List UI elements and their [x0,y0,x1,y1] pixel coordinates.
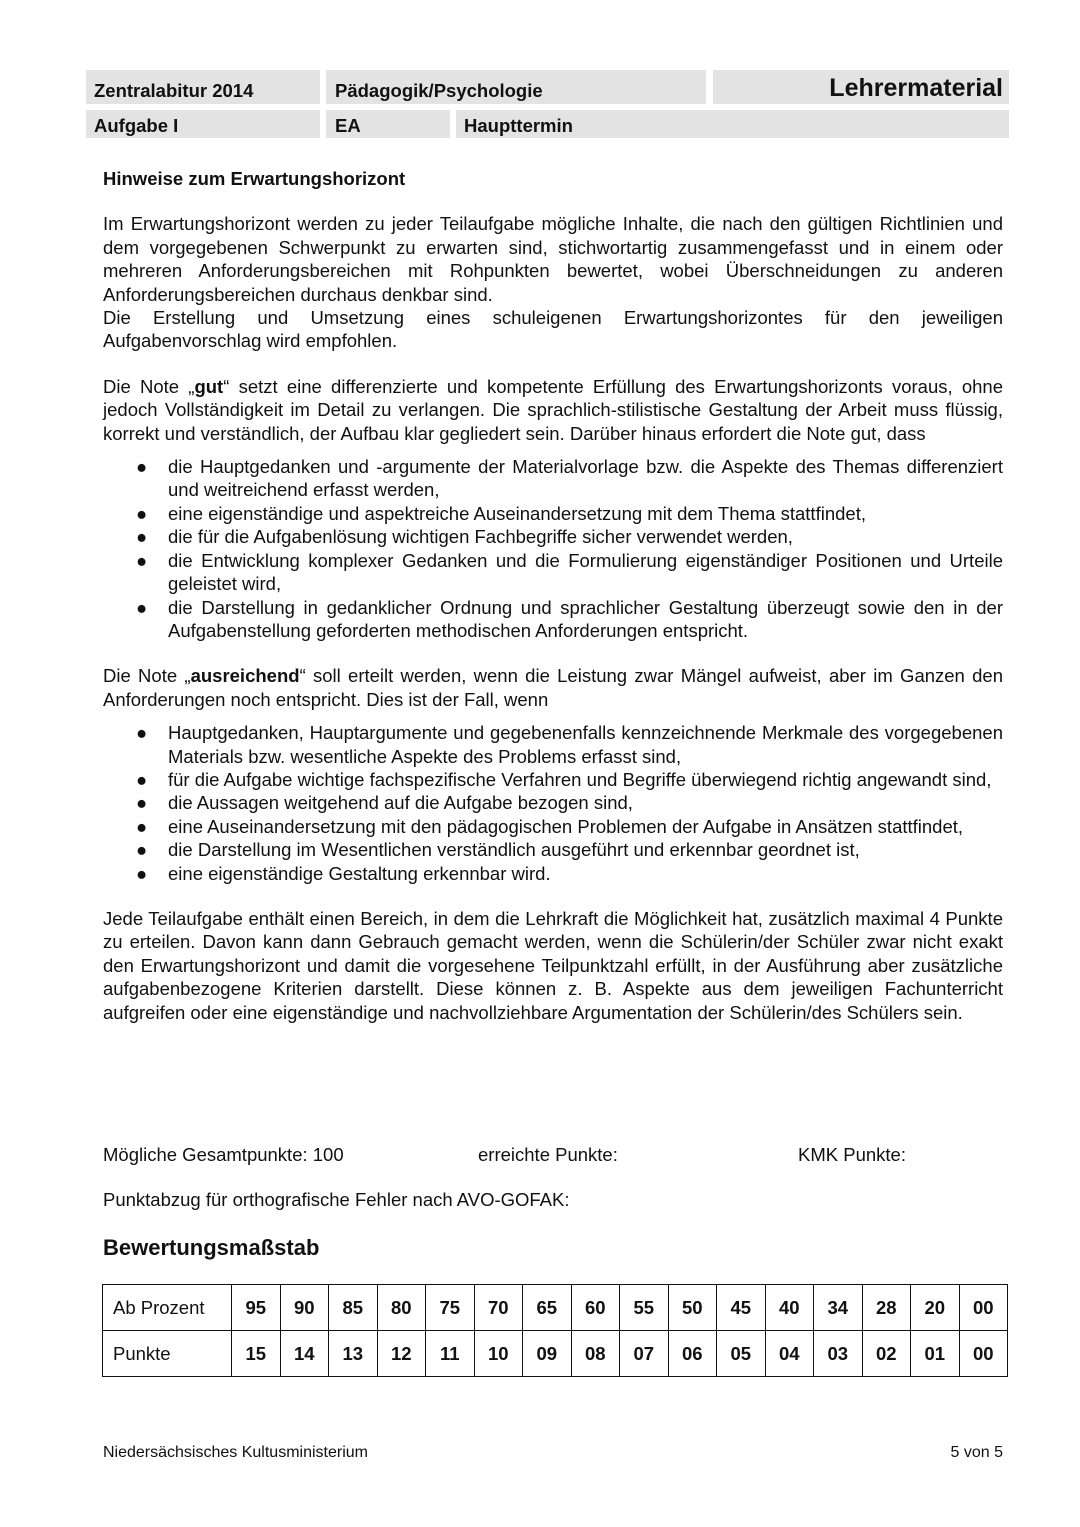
bullet-icon: ● [136,549,148,571]
header-task: Aufgabe I [94,115,179,136]
table-cell: 00 [959,1285,1008,1331]
row-label: Ab Prozent [103,1285,232,1331]
table-cell: 06 [668,1331,717,1377]
table-cell: 55 [620,1285,669,1331]
row-label: Punkte [103,1331,232,1377]
list-item-text: eine eigenständige und aspektreiche Auseinandersetzung mit dem Thema stattfindet, [168,502,866,524]
table-cell: 01 [911,1331,960,1377]
table-cell: 14 [280,1331,329,1377]
table-cell: 80 [377,1285,426,1331]
header-material-cell [713,70,1009,104]
list-item-text: die Darstellung in gedanklicher Ordnung und sprachlicher Gestaltung überzeugt sowie den in der Aufgabenstellung geforderten methodischen Anforderungen entspricht. [168,596,1003,641]
scale-title: Bewertungsmaßstab [103,1235,320,1260]
list-item-text: Hauptgedanken, Hauptargumente und gegebenenfalls kennzeichnende Merkmale des vorgegebenen Materials bzw. wesentliche Aspekte des Problems erfasst sind, [168,722,1003,767]
table-cell: 20 [911,1285,960,1331]
table-cell: 85 [329,1285,378,1331]
achieved-points: erreichte Punkte: [478,1144,618,1165]
table-cell: 04 [765,1331,814,1377]
list-item [103,838,1003,861]
intro-paragraph: Im Erwartungshorizont werden zu jeder Teilaufgabe mögliche Inhalte, die nach den gültigen Richtlinien und dem vorgegebenen Schwerpunkt zu erwarten sind, stichwortartig zusammengefasst und in einem oder mehreren Anforderungsbereichen mit Rohpunkten bewertet, wobei Überschneidungen zu anderen Anforderungsbereichen durchaus denkbar sind. [103,213,1003,305]
table-row [103,1331,1008,1377]
intro-paragraph-2: Die Erstellung und Umsetzung eines schuleigenen Erwartungshorizontes für den jeweiligen Aufgabenvorschlag wird empfohlen. [103,307,1003,352]
table-cell: 45 [717,1285,766,1331]
table-cell: 95 [232,1285,281,1331]
list-item [103,525,1003,548]
list-item [103,455,1003,502]
bullet-icon: ● [136,526,148,548]
list-item [103,815,1003,838]
total-points: Mögliche Gesamtpunkte: 100 [103,1144,344,1165]
bonus-paragraph: Jede Teilaufgabe enthält einen Bereich, in dem die Lehrkraft die Möglichkeit hat, zusätzlich maximal 4 Punkte zu erteilen. Davon kann dann Gebrauch gemacht werden, wenn die Schülerin/der Schüler zwar nicht exakt den Erwartungshorizont und damit die vorgesehene Teilpunktzahl erfüllt, in der Ausführung aber zusätzliche aufgabenbezogene Kriterien darstellt. Diese können z. B. Aspekte aus dem jeweiligen Fachunterricht aufgreifen oder eine eigenständige und nachvollziehbare Argumentation der Schülerin/des Schülers sein. [103,907,1003,1023]
gut-text: “ setzt eine differenzierte und kompetente Erfüllung des Erwartungshorizonts voraus, ohne jedoch Vollständigkeit im Detail zu verlangen. Die sprachlich-stilistische Gestaltung der Arbeit muss flüssig, korrekt und verständlich, der Aufbau klar gegliedert sein. Darüber hinaus erfordert die Note gut, dass [103,375,1003,444]
ausreichend-paragraph [103,664,1003,711]
gut-keyword: gut [194,375,224,397]
list-item [103,549,1003,596]
header-task-cell [86,110,320,138]
gut-prefix: Die Note „ [103,375,195,397]
ausreichend-text: “ soll erteilt werden, wenn die Leistung zwar Mängel aufweist, aber im Ganzen den Anforderungen noch entspricht. Dies ist der Fall, wenn [103,665,1003,710]
header-exam-cell [86,70,320,104]
bullet-icon: ● [136,815,148,837]
table-cell: 08 [571,1331,620,1377]
header-exam: Zentralabitur 2014 [94,80,254,101]
table-cell: 13 [329,1331,378,1377]
table-cell: 34 [814,1285,863,1331]
header-material: Lehrermaterial [829,74,1003,102]
header-level: EA [335,115,361,136]
section-title: Hinweise zum Erwartungshorizont [103,168,406,189]
table-cell: 50 [668,1285,717,1331]
table-cell: 28 [862,1285,911,1331]
list-item-text: für die Aufgabe wichtige fachspezifische Verfahren und Begriffe überwiegend richtig angewandt sind, [168,768,992,790]
table-cell: 09 [523,1331,572,1377]
list-item [103,721,1003,768]
footer-left: Niedersächsisches Kultusministerium [103,1444,368,1461]
table-cell: 00 [959,1331,1008,1377]
ausreichend-prefix: Die Note „ [103,665,191,687]
bullet-icon: ● [136,456,148,478]
list-item [103,768,1003,791]
table-cell: 10 [474,1331,523,1377]
kmk-points: KMK Punkte: [798,1144,906,1165]
header-level-cell [326,110,450,138]
bullet-icon: ● [136,839,148,861]
bullet-icon: ● [136,596,148,618]
table-cell: 02 [862,1331,911,1377]
bullet-icon: ● [136,862,148,884]
list-item [103,791,1003,814]
list-item-text: eine Auseinandersetzung mit den pädagogischen Problemen der Aufgabe in Ansätzen stattfindet, [168,815,964,837]
table-cell: 60 [571,1285,620,1331]
header-subject-cell [326,70,706,104]
bullet-icon: ● [136,768,148,790]
ausreichend-keyword: ausreichend [190,665,300,687]
list-item-text: die Hauptgedanken und -argumente der Materialvorlage bzw. die Aspekte des Themas differenziert und weitreichend erfasst werden, [168,456,1003,501]
gut-paragraph [103,375,1003,445]
table-cell: 03 [814,1331,863,1377]
table-cell: 05 [717,1331,766,1377]
list-item-text: die für die Aufgabenlösung wichtigen Fachbegriffe sicher verwendet werden, [168,526,793,548]
table-row [103,1285,1008,1331]
deduction-line: Punktabzug für orthografische Fehler nach AVO-GOFAK: [103,1189,570,1210]
table-cell: 75 [426,1285,475,1331]
list-item-text: die Entwicklung komplexer Gedanken und die Formulierung eigenständiger Positionen und Urteile geleistet wird, [168,549,1003,595]
table-cell: 07 [620,1331,669,1377]
table-cell: 15 [232,1331,281,1377]
bullet-icon: ● [136,792,148,814]
footer-page-number: 5 von 5 [950,1444,1003,1461]
list-item-text: die Aussagen weitgehend auf die Aufgabe bezogen sind, [168,792,633,814]
list-item-text: die Darstellung im Wesentlichen verständlich ausgeführt und erkennbar geordnet ist, [168,839,860,861]
list-item-text: eine eigenständige Gestaltung erkennbar wird. [168,862,551,884]
table-cell: 70 [474,1285,523,1331]
header-subject: Pädagogik/Psychologie [335,80,543,101]
header-term-cell [456,110,1009,138]
gut-list [103,455,1003,642]
main-content [103,167,1003,1024]
table-cell: 65 [523,1285,572,1331]
bullet-icon: ● [136,502,148,524]
grading-scale-table [102,1284,1008,1377]
list-item [103,502,1003,525]
table-cell: 12 [377,1331,426,1377]
table-cell: 11 [426,1331,475,1377]
table-cell: 40 [765,1285,814,1331]
ausreichend-list [103,721,1003,885]
table-cell: 90 [280,1285,329,1331]
list-item [103,596,1003,643]
bullet-icon: ● [136,722,148,744]
header-term: Haupttermin [464,115,573,136]
list-item [103,862,1003,885]
